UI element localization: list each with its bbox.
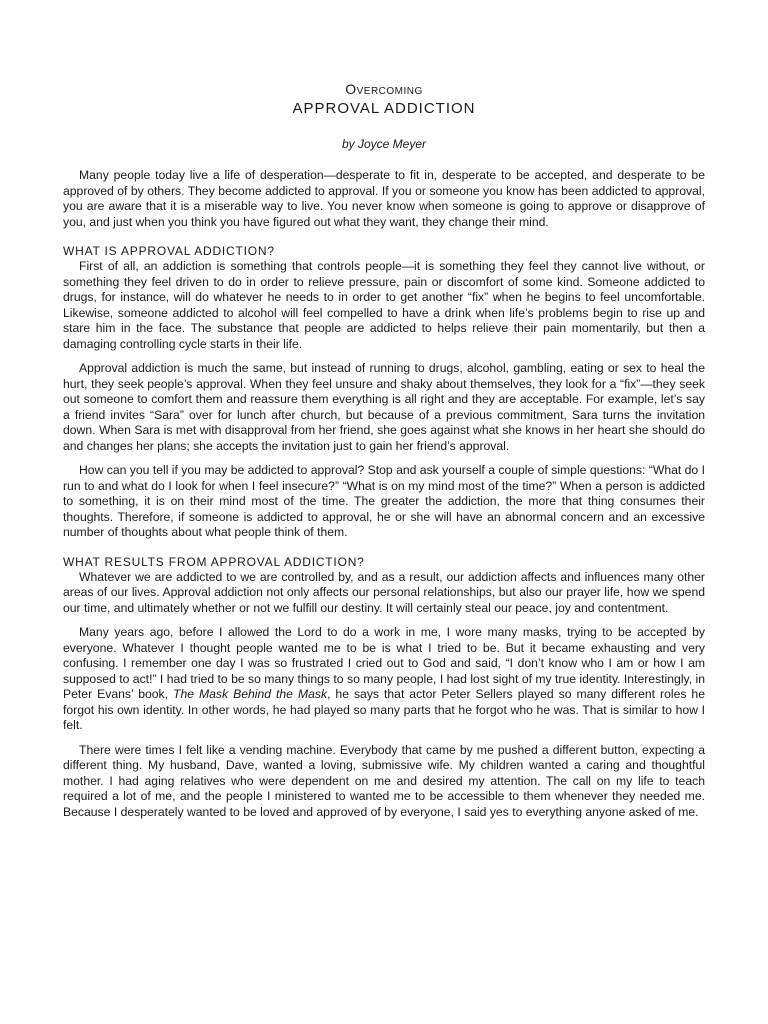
title-kicker bbox=[63, 80, 705, 99]
paragraph-text: Many years ago, before I allowed the Lord to do a work in me, I wore many masks, trying to be accepted by everyone. Whatever I thought people wanted me to be is what I tried to be. But it became exhausting and very confusing. I remember one day I was so frustrated I cried out to God and said, “I don’t know who I am or how I am supposed to act!” I had tried to be so many things to so many people, I had lost sight of my true identity. Interestingly, in Peter Evans’ book, bbox=[63, 625, 705, 701]
section-heading-what-is: WHAT IS APPROVAL ADDICTION? bbox=[63, 244, 275, 258]
paragraph: Approval addiction is much the same, but instead of running to drugs, alcohol, gambling, eating or sex to heal the hurt, they seek people’s approval. When they feel unsure and shaky about themselves, they look for a “fix”—they seek out someone to comfort them and reassure them everything is all right and they are acceptable. For example, let’s say a friend invites “Sara” over for lunch after church, but because of a previous commitment, Sara turns the invitation down. When Sara is met with disapproval from her friend, she goes against what she knows in her heart she should do and changes her plans; she accepts the invitation just to gain her friend’s approval. bbox=[63, 361, 705, 453]
document-page bbox=[63, 80, 705, 829]
title-kicker-rest: vercoming bbox=[356, 81, 423, 97]
book-title: The Mask Behind the Mask bbox=[173, 687, 328, 701]
intro-paragraph: Many people today live a life of desperation—desperate to fit in, desperate to be accepted, and desperate to be approved of by others. They become addicted to approval. If you or someone you know has been addicted to approval, you are aware that it is a miserable way to live. You never know when someone is going to approve or disapprove of you, and just when you think you have figured out what they want, they change their mind. bbox=[63, 168, 705, 229]
page-title: APPROVAL ADDICTION bbox=[292, 100, 476, 117]
paragraph: Whatever we are addicted to we are controlled by, and as a result, our addiction affects and influences many other areas of our lives. Approval addiction not only affects our personal relationships, but also our prayer life, how we spend our time, and ultimately whether or not we fulfill our destiny. It will certainly steal our peace, joy and contentment. bbox=[63, 569, 705, 615]
section-heading-what-results: WHAT RESULTS FROM APPROVAL ADDICTION? bbox=[63, 554, 365, 569]
byline: by Joyce Meyer bbox=[341, 137, 427, 151]
paragraph: There were times I felt like a vending machine. Everybody that came by me pushed a different button, expecting a different thing. My husband, Dave, wanted a loving, submissive wife. My children wanted a caring and thoughtful mother. I had aging relatives who were dependent on me and desired my attention. The call on my life to teach required a lot of me, and the people I ministered to wanted me to be accessible to them whenever they needed me. Because I desperately wanted to be loved and approved of by everyone, I said yes to everything anyone asked of me. bbox=[63, 742, 705, 819]
paragraph: First of all, an addiction is something that controls people—it is something they feel they cannot live without, or something they feel driven to do in order to relieve pressure, pain or discomfort of some kind. Someone addicted to drugs, for instance, will do whatever he needs to in order to get another “fix” when he begins to feel uncomfortable. Likewise, someone addicted to alcohol will feel compelled to have a drink when life’s problems begin to rise up and stare him in the face. The substance that people are addicted to helps relieve their pain momentarily, but then a damaging controlling cycle starts in their life. bbox=[63, 259, 705, 351]
paragraph-text: , he says that actor Peter Sellers played so many different roles he forgot his own identity. In other words, he had played so many parts that he forgot who he was. That is similar to how I felt. bbox=[63, 687, 705, 732]
title-kicker-initial: O bbox=[345, 81, 357, 97]
paragraph: How can you tell if you may be addicted to approval? Stop and ask yourself a couple of simple questions: “What do I run to and what do I look for when I feel insecure?” “What is on my mind most of the time?” When a person is addicted to something, it is on their mind most of the time. The greater the addiction, the more that thing consumes their thoughts. Therefore, if someone is addicted to approval, he or she will have an abnormal concern and an excessive number of thoughts about what people think of them. bbox=[63, 463, 705, 539]
paragraph bbox=[63, 625, 705, 734]
